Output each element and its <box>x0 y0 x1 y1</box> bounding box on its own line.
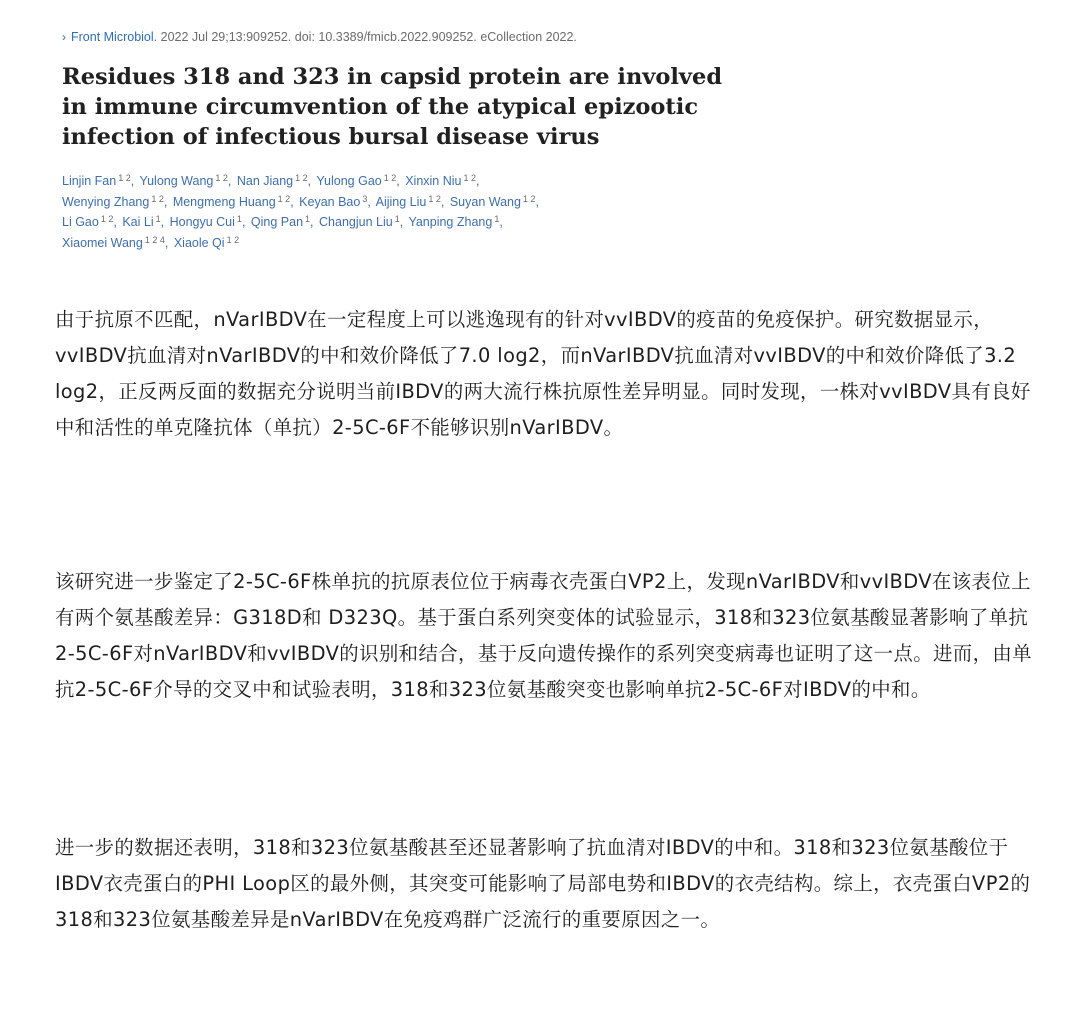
author-link[interactable] <box>237 174 313 188</box>
author-name[interactable]: Xinxin Niu <box>405 174 462 188</box>
affiliation-marks[interactable]: 1 2 <box>118 173 131 183</box>
chevron-right-icon: › <box>62 30 66 44</box>
affiliation-marks[interactable]: 1 2 <box>277 193 291 204</box>
affiliation-marks[interactable]: 1 <box>236 214 242 224</box>
author-separator: , <box>160 215 165 229</box>
author-list <box>62 171 662 253</box>
author-separator: , <box>367 194 371 209</box>
author-separator: , <box>227 174 232 188</box>
author-name[interactable]: Hongyu Cui <box>169 215 235 229</box>
author-name[interactable]: Xiaomei Wang <box>62 235 143 250</box>
affiliation-marks[interactable]: 1 2 <box>428 193 441 204</box>
author-link[interactable] <box>450 195 541 209</box>
author-name[interactable]: Wenying Zhang <box>62 194 150 209</box>
author-separator: , <box>164 235 169 250</box>
author-name[interactable]: Kai Li <box>122 215 154 229</box>
author-name[interactable]: Changjun Liu <box>319 215 393 229</box>
author-separator: , <box>113 215 117 229</box>
author-name[interactable]: Qing Pan <box>250 215 304 229</box>
author-separator: , <box>163 194 168 209</box>
author-link[interactable] <box>319 215 405 229</box>
affiliation-marks[interactable]: 1 2 4 <box>144 234 165 245</box>
author-link[interactable] <box>170 215 248 229</box>
author-separator: , <box>290 194 294 209</box>
citation-line <box>62 30 577 44</box>
author-link[interactable] <box>316 174 401 188</box>
affiliation-marks[interactable]: 1 2 <box>522 193 536 204</box>
author-link[interactable] <box>376 195 447 209</box>
author-link[interactable] <box>62 174 136 188</box>
author-separator: , <box>535 194 539 209</box>
author-separator: , <box>476 174 480 188</box>
affiliation-marks[interactable]: 1 <box>155 214 161 224</box>
author-separator: , <box>499 215 503 229</box>
author-separator: , <box>130 174 135 188</box>
author-name[interactable]: Suyan Wang <box>449 194 521 209</box>
author-link[interactable] <box>139 174 233 188</box>
author-name[interactable]: Nan Jiang <box>236 174 294 188</box>
author-separator: , <box>307 174 312 188</box>
author-name[interactable]: Aijing Liu <box>375 194 427 209</box>
affiliation-marks[interactable]: 1 2 <box>100 214 114 224</box>
author-separator: , <box>241 215 246 229</box>
author-separator: , <box>396 174 400 188</box>
author-name[interactable]: Linjin Fan <box>62 174 117 188</box>
author-separator: , <box>399 215 404 229</box>
affiliation-marks[interactable]: 1 2 <box>215 173 228 183</box>
author-name[interactable]: Yulong Wang <box>139 174 214 188</box>
journal-link[interactable]: Front Microbiol. <box>71 30 158 44</box>
author-name[interactable]: Yulong Gao <box>316 174 382 188</box>
affiliation-marks[interactable]: 1 2 <box>383 173 397 183</box>
citation-details: 2022 Jul 29;13:909252. doi: 10.3389/fmicb.2022.909252. eCollection 2022. <box>157 30 577 44</box>
author-name[interactable]: Yanping Zhang <box>408 215 493 229</box>
paragraph-3: 进一步的数据还表明，318和323位氨基酸甚至还显著影响了抗血清对IBDV的中和。318和323位氨基酸位于IBDV衣壳蛋白的PHI Loop区的最外侧，其突变可能影响了局部电势和IBDV的衣壳结构。综上，衣壳蛋白VP2的318和323位氨基酸差异是nVarIBDV在免疫鸡群广泛流行的重要原因之一。 <box>55 836 1031 931</box>
author-name[interactable]: Mengmeng Huang <box>172 194 276 209</box>
affiliation-marks[interactable]: 1 <box>305 214 311 224</box>
author-link[interactable] <box>62 236 170 250</box>
affiliation-marks[interactable]: 1 2 <box>151 193 164 204</box>
author-name[interactable]: Keyan Bao <box>299 194 361 209</box>
paragraph-2: 该研究进一步鉴定了2-5C-6F株单抗的抗原表位位于病毒衣壳蛋白VP2上，发现nVarIBDV和vvIBDV在该表位上有两个氨基酸差异：G318D和 D323Q。基于蛋白系列突变体的试验显示，318和323位氨基酸显著影响了单抗2-5C-6F对nVarIBDV和vvIBDV的识别和结合，基于反向遗传操作的系列突变病毒也证明了这一点。进而，由单抗2-5C-6F介导的交叉中和试验表明，318和323位氨基酸突变也影响单抗2-5C-6F对IBDV的中和。 <box>55 570 1032 701</box>
affiliation-marks[interactable]: 1 2 <box>463 173 477 183</box>
author-separator: , <box>310 215 314 229</box>
author-link[interactable] <box>174 236 239 250</box>
author-name[interactable]: Xiaole Qi <box>173 235 225 250</box>
author-link[interactable] <box>62 195 169 209</box>
affiliation-marks[interactable]: 1 2 <box>226 234 240 245</box>
affiliation-marks[interactable]: 1 <box>394 214 400 224</box>
affiliation-marks[interactable]: 1 <box>494 214 500 224</box>
author-name[interactable]: Li Gao <box>62 215 99 229</box>
paragraph-1: 由于抗原不匹配，nVarIBDV在一定程度上可以逃逸现有的针对vvIBDV的疫苗的免疫保护。研究数据显示，vvIBDV抗血清对nVarIBDV的中和效价降低了7.0 log2，而nVarIBDV抗血清对vvIBDV的中和效价降低了3.2 log2，正反两反面的数据充分说明当前IBDV的两大流行株抗原性差异明显。同时发现，一株对vvIBDV具有良好中和活性的单克隆抗体（单抗）2-5C-6F不能够识别nVarIBDV。 <box>55 308 1031 439</box>
author-link[interactable] <box>299 195 373 209</box>
author-separator: , <box>440 194 445 209</box>
author-link[interactable] <box>122 215 166 229</box>
author-link[interactable] <box>173 195 296 209</box>
author-link[interactable] <box>405 174 481 188</box>
affiliation-marks[interactable]: 3 <box>362 193 368 204</box>
author-link[interactable] <box>408 215 504 229</box>
article-title: Residues 318 and 323 in capsid protein are involved in immune circumvention of the atypical epizootic infection of infectious bursal disease virus <box>62 64 723 150</box>
author-link[interactable] <box>62 215 119 229</box>
affiliation-marks[interactable]: 1 2 <box>295 173 308 183</box>
author-link[interactable] <box>251 215 316 229</box>
